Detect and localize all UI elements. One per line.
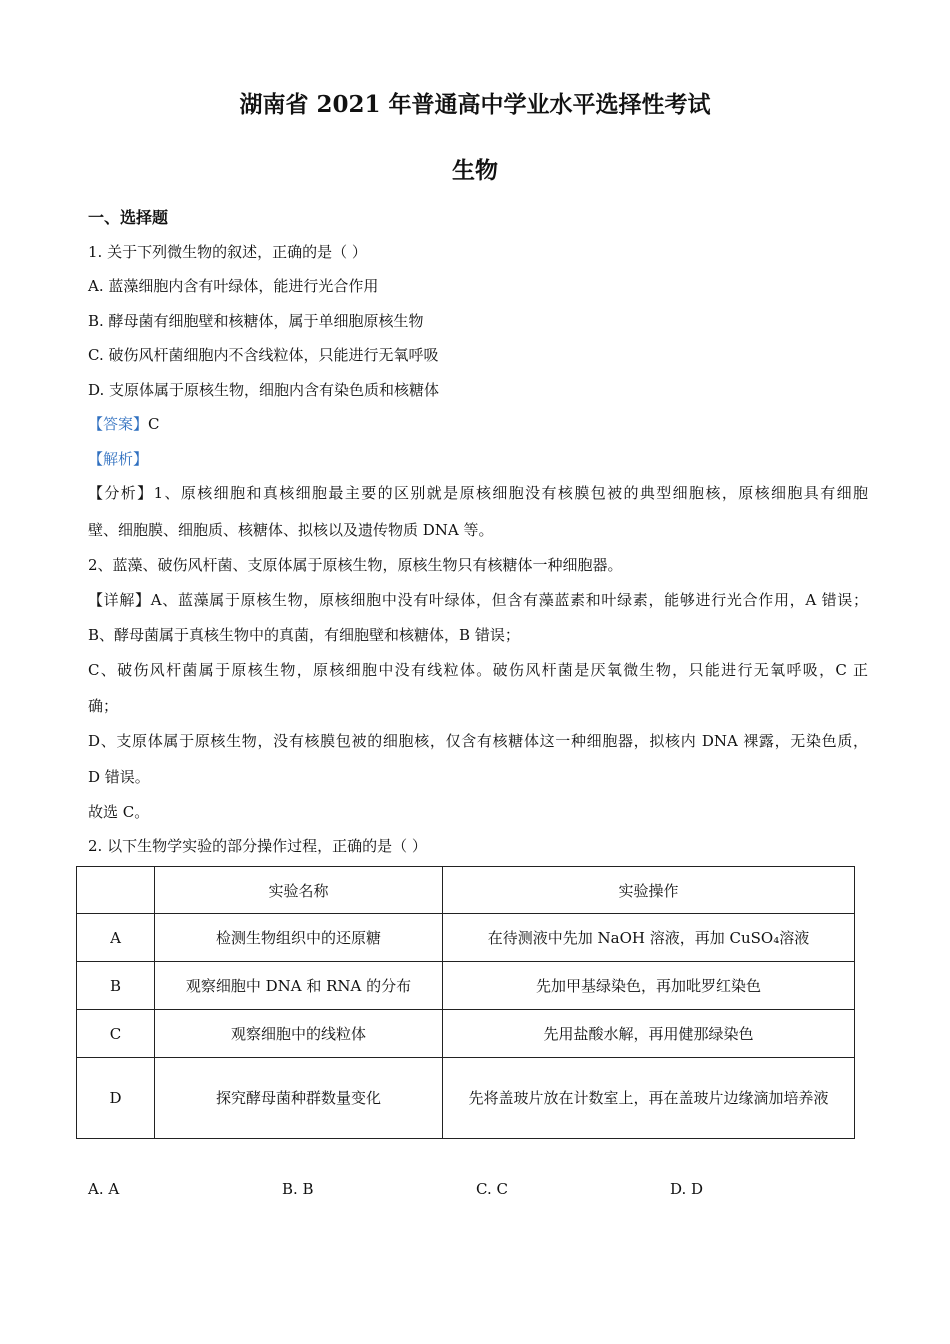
q1-option-b: B. 酵母菌有细胞壁和核糖体，属于单细胞原核生物 xyxy=(88,312,424,330)
table-header-cell: 实验名称 xyxy=(155,867,443,914)
analysis-line: B、酵母菌属于真核生物中的真菌，有细胞壁和核糖体，B 错误； xyxy=(88,626,520,644)
analysis-line: 【详解】A、蓝藻属于原核生物，原核细胞中没有叶绿体，但含有藻蓝素和叶绿素，能够进行光合作用，A 错误； xyxy=(88,591,868,609)
table-cell: 观察细胞中 DNA 和 RNA 的分布 xyxy=(155,962,443,1010)
analysis-line: 确； xyxy=(88,697,119,715)
analysis-tag: 【解析】 xyxy=(88,450,149,468)
table-cell: A xyxy=(77,914,155,962)
table-cell: 先用盐酸水解，再用健那绿染色 xyxy=(443,1010,855,1058)
question-2-stem: 2. 以下生物学实验的部分操作过程，正确的是（ ） xyxy=(88,837,427,855)
table-header-cell xyxy=(77,867,155,914)
q1-option-d: D. 支原体属于原核生物，细胞内含有染色质和核糖体 xyxy=(88,381,440,399)
table-cell: 在待测液中先加 NaOH 溶液，再加 CuSO₄溶液 xyxy=(443,914,855,962)
table-cell: B xyxy=(77,962,155,1010)
q2-option-c: C. C xyxy=(476,1180,508,1198)
q1-option-c: C. 破伤风杆菌细胞内不含线粒体，只能进行无氧呼吸 xyxy=(88,346,439,364)
table-row xyxy=(77,1058,855,1139)
answer-line xyxy=(88,414,160,434)
table-cell: 先加甲基绿染色，再加吡罗红染色 xyxy=(443,962,855,1010)
analysis-line: 【分析】1、原核细胞和真核细胞最主要的区别就是原核细胞没有核膜包被的典型细胞核，原核细胞具有细胞 xyxy=(88,484,868,502)
section-heading: 一、选择题 xyxy=(88,208,169,227)
table-cell: 检测生物组织中的还原糖 xyxy=(155,914,443,962)
q2-option-b: B. B xyxy=(282,1180,314,1198)
table-row xyxy=(77,1010,855,1058)
analysis-line: 故选 C。 xyxy=(88,803,150,821)
table-cell: C xyxy=(77,1010,155,1058)
exam-title: 湖南省 2021 年普通高中学业水平选择性考试 xyxy=(239,91,711,118)
question-1-stem: 1. 关于下列微生物的叙述，正确的是（ ） xyxy=(88,243,367,261)
answer-tag: 【答案】 xyxy=(88,415,149,433)
q1-option-a: A. 蓝藻细胞内含有叶绿体，能进行光合作用 xyxy=(88,277,379,295)
table-cell: 观察细胞中的线粒体 xyxy=(155,1010,443,1058)
table-cell: 探究酵母菌种群数量变化 xyxy=(155,1058,443,1139)
table-row xyxy=(77,962,855,1010)
q2-option-d: D. D xyxy=(670,1180,704,1198)
analysis-line: D、支原体属于原核生物，没有核膜包被的细胞核，仅含有核糖体这一种细胞器，拟核内 DNA 裸露，无染色质， xyxy=(88,732,868,750)
q2-option-a: A. A xyxy=(88,1180,120,1198)
table-row xyxy=(77,914,855,962)
table-header-cell: 实验操作 xyxy=(443,867,855,914)
table-cell: 先将盖玻片放在计数室上，再在盖玻片边缘滴加培养液 xyxy=(443,1058,855,1139)
subject-title: 生物 xyxy=(452,157,498,184)
table-header-row xyxy=(77,867,855,914)
experiment-table xyxy=(76,866,855,1139)
answer-value: C xyxy=(148,415,160,433)
analysis-line: 壁、细胞膜、细胞质、核糖体、拟核以及遗传物质 DNA 等。 xyxy=(88,521,494,539)
analysis-line: 2、蓝藻、破伤风杆菌、支原体属于原核生物，原核生物只有核糖体一种细胞器。 xyxy=(88,556,623,574)
table-cell: D xyxy=(77,1058,155,1139)
analysis-line: C、破伤风杆菌属于原核生物，原核细胞中没有线粒体。破伤风杆菌是厌氧微生物，只能进行无氧呼吸，C 正 xyxy=(88,661,868,679)
analysis-line: D 错误。 xyxy=(88,768,150,786)
